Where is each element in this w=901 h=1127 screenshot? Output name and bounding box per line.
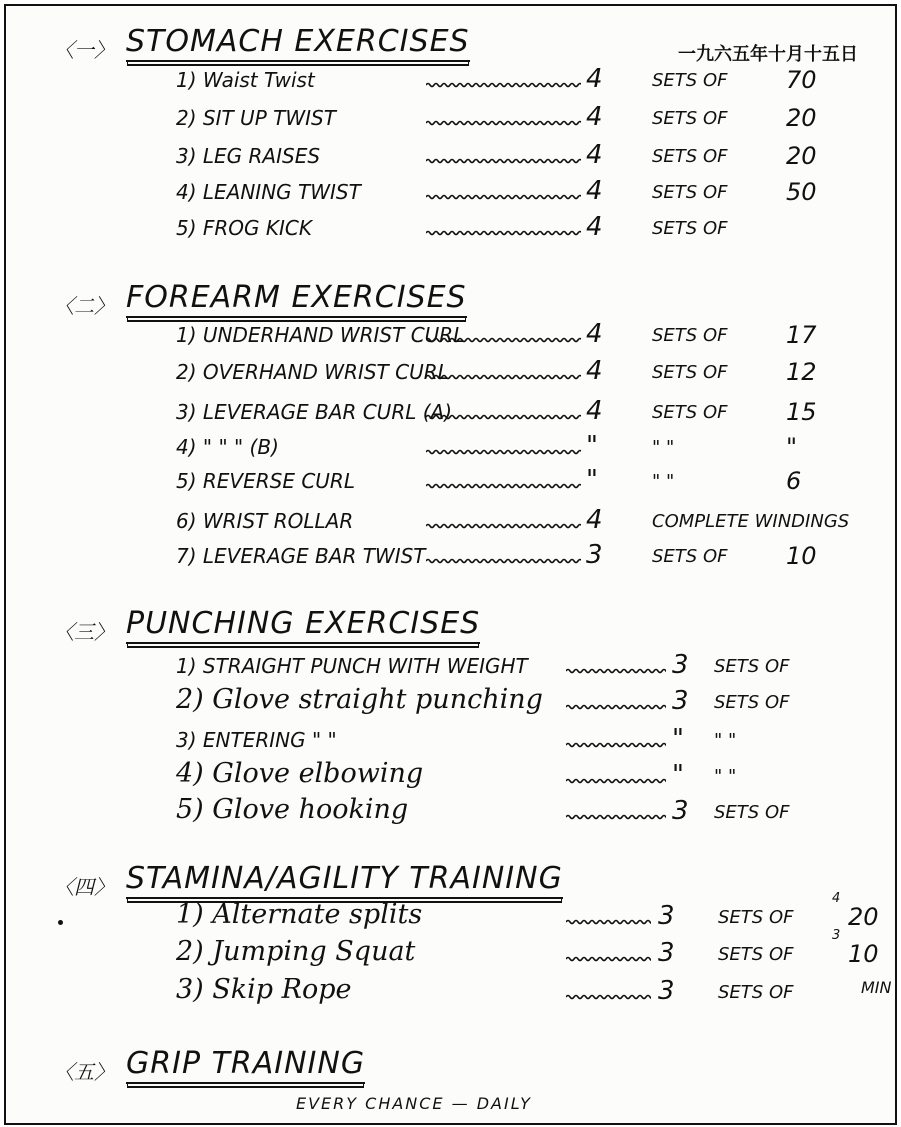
section-title: STAMINA/AGILITY TRAINING: [126, 861, 563, 899]
set-count: ": [586, 465, 598, 495]
dash-line: [566, 986, 651, 1005]
set-count: 3: [658, 938, 675, 968]
sets-text: SETS OF: [718, 907, 794, 928]
dash-line: [426, 515, 581, 534]
dash-line: [426, 550, 581, 569]
dash-line: [426, 112, 581, 131]
exercise-label: 4) " " " (B): [176, 435, 279, 459]
set-count: 3: [658, 901, 675, 931]
rep-count: 20: [848, 903, 879, 931]
exercise-label: 2) OVERHAND WRIST CURL: [176, 360, 449, 384]
rep-count: 10: [848, 940, 879, 968]
section-number: 〈一〉: [54, 38, 114, 62]
set-count: 4: [586, 212, 603, 242]
superscript-note: 3: [832, 928, 841, 943]
set-count: 3: [658, 976, 675, 1006]
set-count: 4: [586, 176, 603, 206]
dash-line: [426, 475, 581, 494]
sets-text: SETS OF: [714, 692, 790, 713]
set-count: 4: [586, 356, 603, 386]
rep-count: 70: [786, 66, 817, 94]
section-title: GRIP TRAINING: [126, 1046, 365, 1084]
dash-line: [566, 770, 666, 789]
sets-text: SETS OF: [718, 982, 794, 1003]
section-number: 〈三〉: [54, 620, 114, 644]
exercise-label: 2) SIT UP TWIST: [176, 106, 336, 130]
set-count: 4: [586, 102, 603, 132]
section-title: FOREARM EXERCISES: [126, 280, 467, 318]
exercise-label: 3) ENTERING " ": [176, 728, 337, 752]
sets-text: SETS OF: [652, 325, 728, 346]
dash-line: [566, 696, 666, 715]
sets-text: SETS OF: [652, 182, 728, 203]
set-count: 3: [586, 540, 603, 570]
exercise-label: 1) Waist Twist: [176, 68, 315, 92]
sets-text: SETS OF: [652, 402, 728, 423]
sets-text: SETS OF: [652, 146, 728, 167]
sets-text: " ": [714, 766, 737, 787]
grip-training-note: EVERY CHANCE — DAILY: [296, 1094, 532, 1113]
exercise-label: 1) UNDERHAND WRIST CURL: [176, 323, 465, 347]
set-count: ": [672, 724, 684, 754]
section-number: 〈五〉: [54, 1060, 114, 1084]
section-number: 〈四〉: [54, 875, 114, 899]
section-title: PUNCHING EXERCISES: [126, 606, 480, 644]
set-count: ": [586, 431, 598, 461]
set-count: 3: [672, 796, 689, 826]
ink-dot: [58, 920, 63, 925]
sets-text: " ": [714, 730, 737, 751]
exercise-label: 5) FROG KICK: [176, 216, 312, 240]
sets-text: " ": [652, 437, 675, 458]
sets-text: SETS OF: [714, 802, 790, 823]
rep-count: ": [786, 433, 798, 461]
dash-line: [426, 150, 581, 169]
rep-count: 17: [786, 321, 817, 349]
dash-line: [426, 406, 581, 425]
set-count: 4: [586, 140, 603, 170]
rep-count: 6: [786, 467, 802, 495]
dash-line: [566, 660, 666, 679]
rep-count: 20: [786, 142, 817, 170]
exercise-label: 5) Glove hooking: [176, 794, 409, 825]
rep-count: 15: [786, 398, 817, 426]
dash-line: [426, 329, 581, 348]
exercise-label: 4) LEANING TWIST: [176, 180, 361, 204]
exercise-label: 3) Skip Rope: [176, 974, 352, 1005]
exercise-label: 5) REVERSE CURL: [176, 469, 355, 493]
dash-line: [426, 74, 581, 93]
sets-text: SETS OF: [652, 218, 728, 239]
dash-line: [426, 366, 581, 385]
exercise-label: 3) LEVERAGE BAR CURL (A): [176, 400, 452, 424]
sets-text: SETS OF: [652, 362, 728, 383]
exercise-label: 1) STRAIGHT PUNCH WITH WEIGHT: [176, 654, 528, 678]
exercise-label: 4) Glove elbowing: [176, 758, 424, 789]
rep-count: 20: [786, 104, 817, 132]
exercise-label: 2) Glove straight punching: [176, 684, 543, 715]
set-count: 4: [586, 319, 603, 349]
dash-line: [426, 186, 581, 205]
exercise-label: 6) WRIST ROLLAR: [176, 509, 354, 533]
sets-text: SETS OF: [718, 944, 794, 965]
set-count: ": [672, 760, 684, 790]
section-title: STOMACH EXERCISES: [126, 24, 470, 62]
exercise-label: 7) LEVERAGE BAR TWIST: [176, 544, 426, 568]
section-number: 〈二〉: [54, 294, 114, 318]
sets-text: COMPLETE WINDINGS: [652, 511, 850, 532]
dash-line: [566, 806, 666, 825]
dash-line: [566, 948, 651, 967]
sets-text: SETS OF: [652, 546, 728, 567]
exercise-label: 1) Alternate splits: [176, 899, 423, 930]
set-count: 4: [586, 505, 603, 535]
dash-line: [566, 911, 651, 930]
set-count: 3: [672, 650, 689, 680]
exercise-label: 3) LEG RAISES: [176, 144, 321, 168]
set-count: 3: [672, 686, 689, 716]
superscript-note: 4: [832, 891, 841, 906]
sets-text: SETS OF: [652, 108, 728, 129]
sets-text: " ": [652, 471, 675, 492]
rep-count: 10: [786, 542, 817, 570]
date-text: 一九六五年十月十五日: [678, 44, 858, 65]
set-count: 4: [586, 64, 603, 94]
rep-count: 12: [786, 358, 817, 386]
training-schedule-page: [4, 4, 897, 1125]
sets-text: SETS OF: [714, 656, 790, 677]
sets-text: SETS OF: [652, 70, 728, 91]
dash-line: [426, 441, 581, 460]
dash-line: [426, 222, 581, 241]
exercise-label: 2) Jumping Squat: [176, 936, 416, 967]
set-count: 4: [586, 396, 603, 426]
rep-count: 50: [786, 178, 817, 206]
dash-line: [566, 734, 666, 753]
rep-count: MIN: [861, 978, 892, 997]
